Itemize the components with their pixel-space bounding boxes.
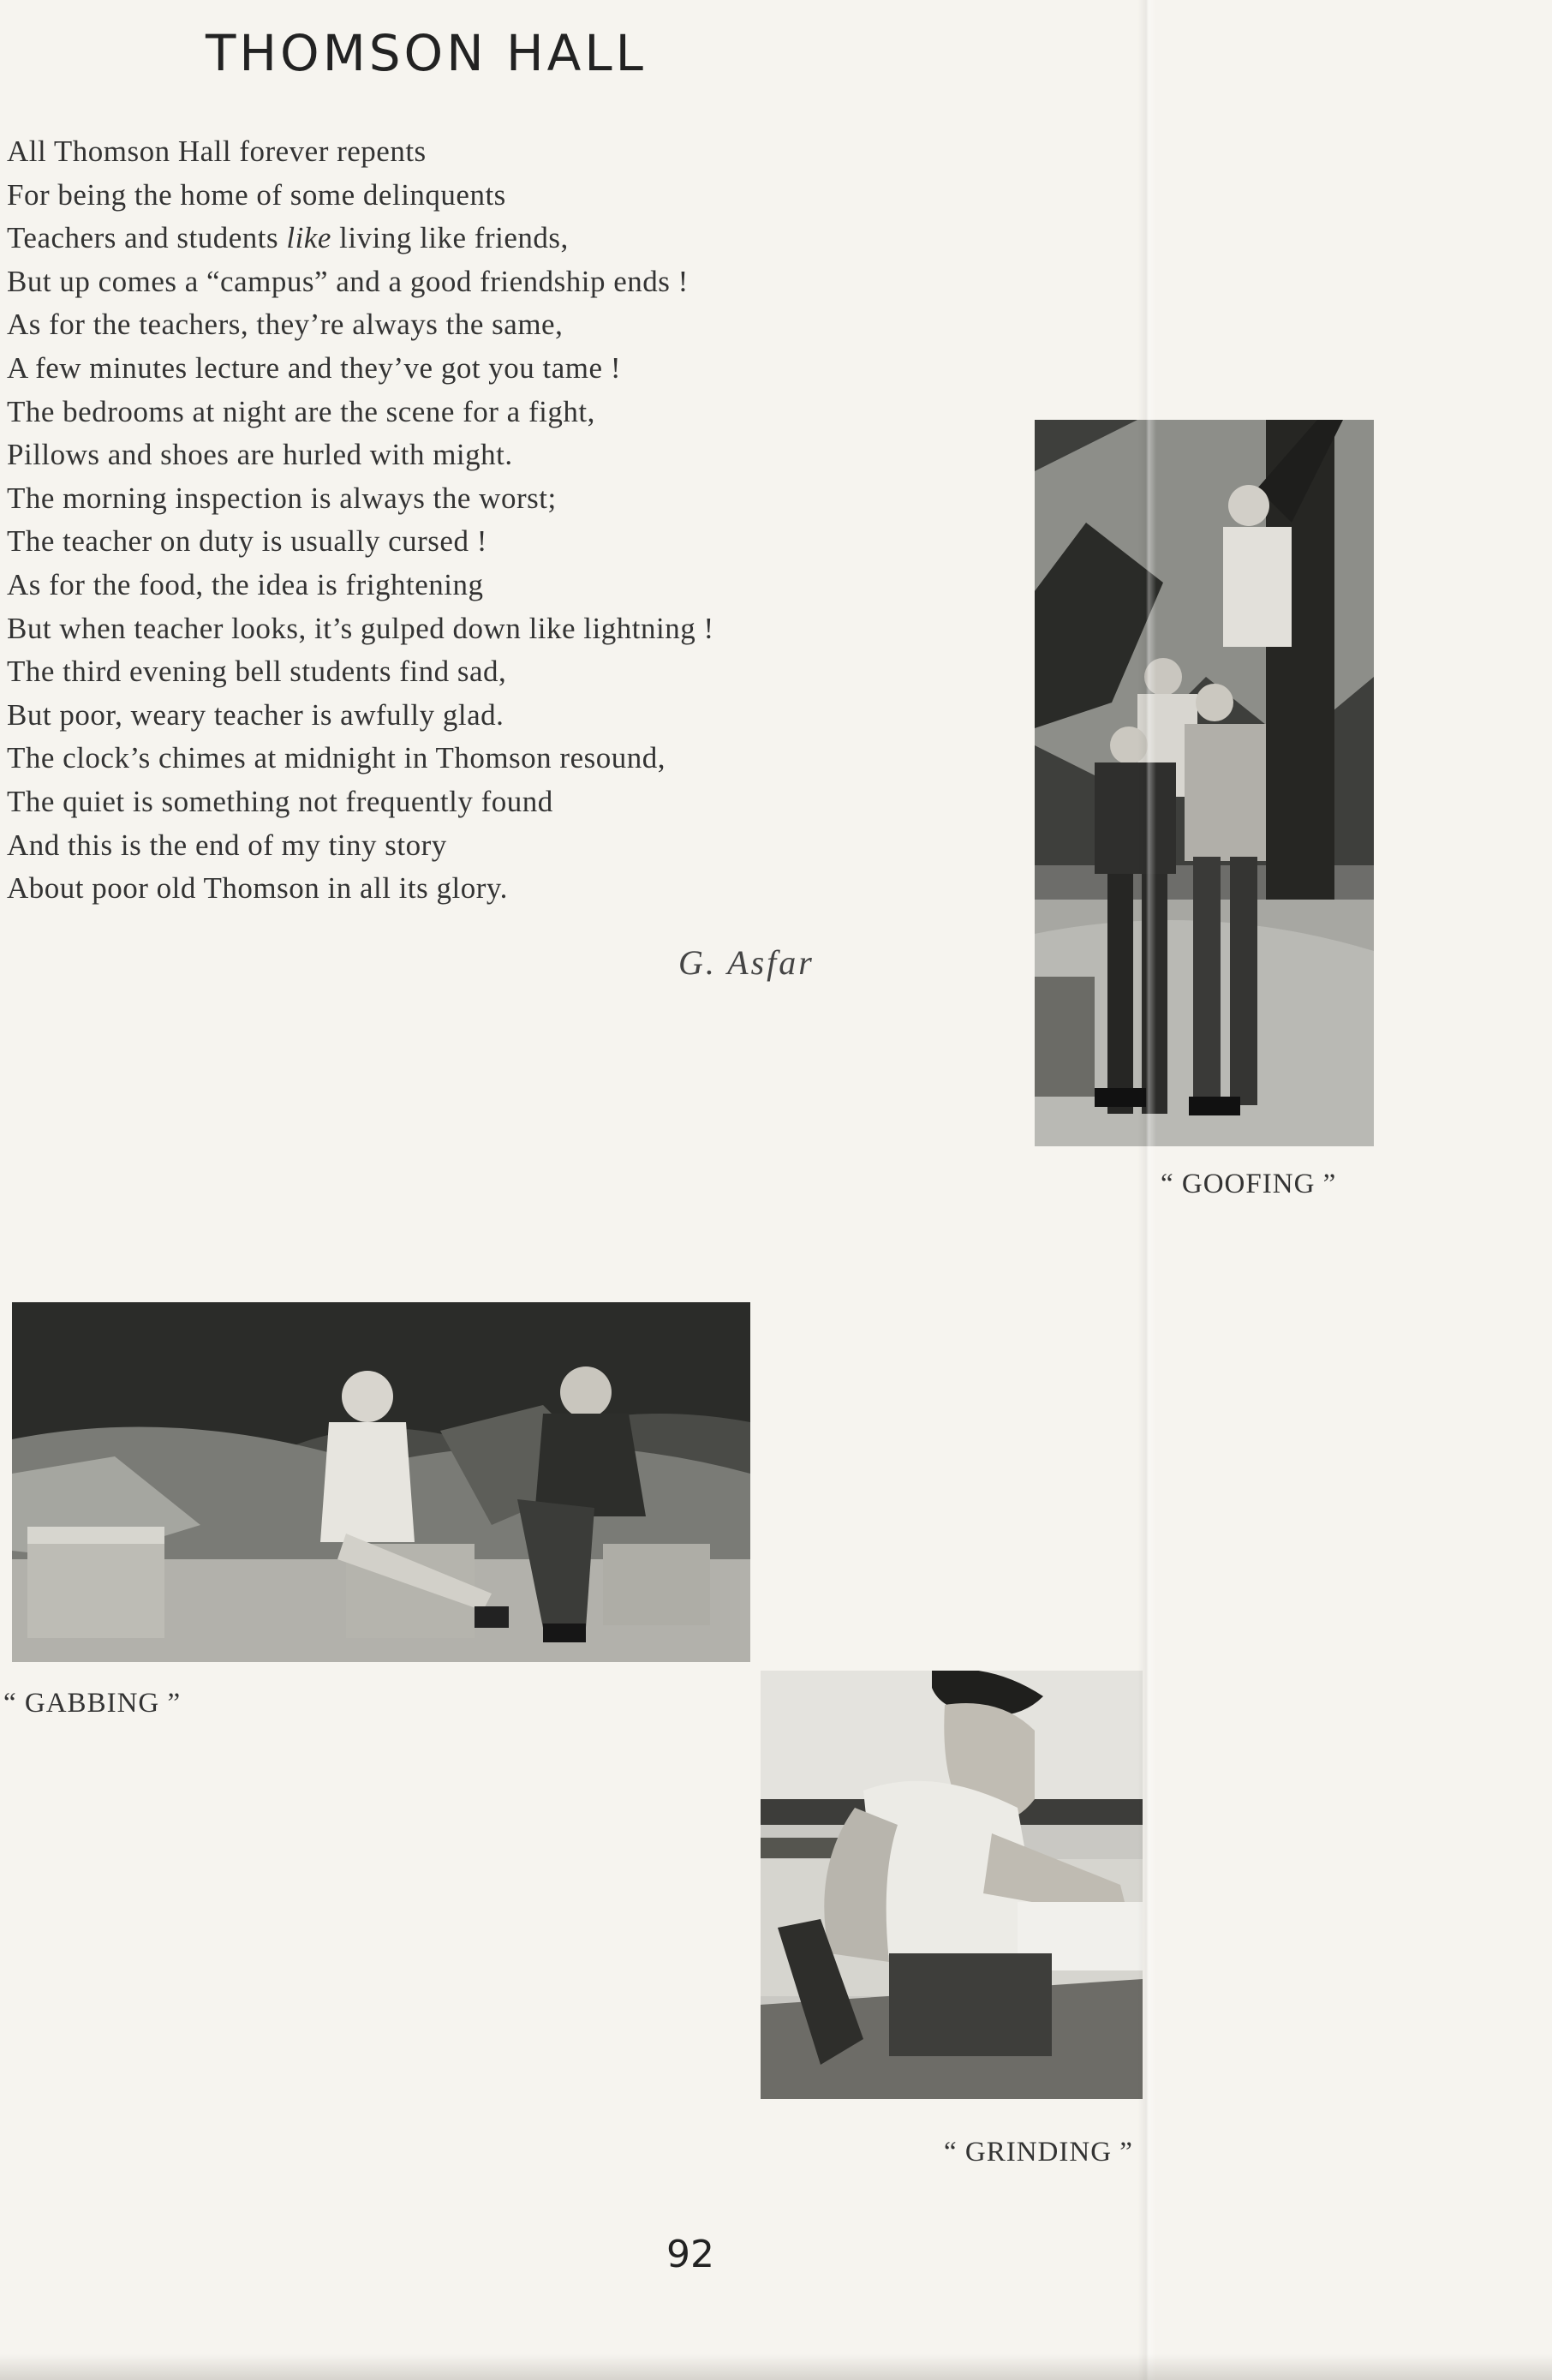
poem-line: But when teacher looks, it’s gulped down like lightning ! (7, 611, 714, 645)
poem-line: As for the teachers, they’re always the same, (7, 308, 564, 342)
poem-line: But up comes a “campus” and a good friendship ends ! (7, 264, 689, 298)
grinding-photo (761, 1671, 1143, 2099)
poem-line: About poor old Thomson in all its glory. (7, 871, 508, 906)
poem-line: The clock’s chimes at midnight in Thomson resound, (7, 741, 666, 775)
gabbing-photo (12, 1302, 750, 1662)
page-number: 92 (666, 2233, 714, 2276)
poem-line: And this is the end of my tiny story (7, 828, 447, 862)
poem (7, 130, 714, 911)
goofing-caption: “ GOOFING ” (1161, 1169, 1337, 1199)
poem-line: But poor, weary teacher is awfully glad. (7, 697, 504, 732)
goofing-photo (1035, 420, 1374, 1146)
poem-line: Pillows and shoes are hurled with might. (7, 438, 513, 472)
gabbing-caption: “ GABBING ” (3, 1688, 182, 1719)
poem-line: A few minutes lecture and they’ve got you tame ! (7, 350, 621, 385)
page-title: THOMSON HALL (206, 24, 647, 82)
poem-line: The third evening bell students find sad, (7, 655, 507, 689)
poem-line: The morning inspection is always the worst; (7, 481, 557, 515)
poem-emphasis: like (286, 221, 331, 255)
author-signature: G. Asfar (678, 943, 815, 982)
poem-line: The quiet is something not frequently found (7, 784, 553, 818)
poem-line: As for the food, the idea is frightening (7, 567, 484, 601)
poem-line: The bedrooms at night are the scene for a fight, (7, 394, 595, 428)
poem-line-end: living like friends, (339, 221, 569, 255)
page-bottom-edge (0, 2354, 1552, 2380)
grinding-caption: “ GRINDING ” (944, 2137, 1133, 2168)
poem-line-start: Teachers and students (7, 221, 279, 255)
poem-line: For being the home of some delinquents (7, 177, 506, 212)
poem-line: The teacher on duty is usually cursed ! (7, 524, 487, 559)
poem-line: All Thomson Hall forever repents (7, 135, 427, 168)
page-fold-shadow (1137, 0, 1156, 2380)
poem-line (7, 217, 714, 260)
